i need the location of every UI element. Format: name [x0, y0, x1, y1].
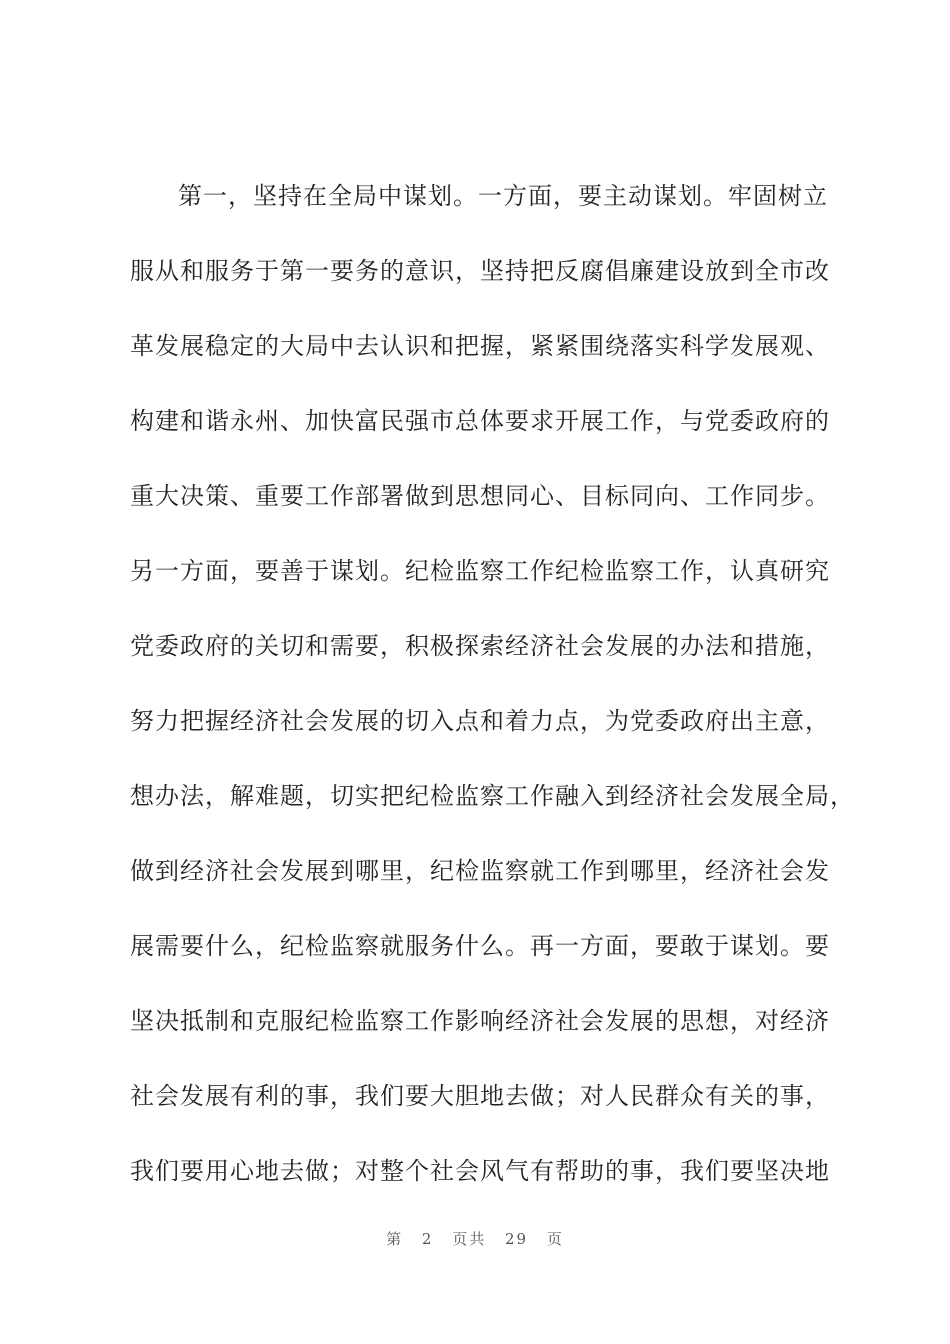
text-line: 做到经济社会发展到哪里，纪检监察就工作到哪里，经济社会发 [130, 857, 830, 885]
text-line: 另一方面，要善于谋划。纪检监察工作纪检监察工作，认真研究 [130, 557, 830, 585]
body-paragraph [130, 176, 855, 1226]
footer-page-middle: 页共 [452, 1230, 487, 1248]
text-line: 构建和谐永州、加快富民强市总体要求开展工作，与党委政府的 [130, 407, 830, 435]
text-line: 展需要什么，纪检监察就服务什么。再一方面，要敢于谋划。要 [130, 932, 830, 960]
text-line: 坚决抵制和克服纪检监察工作影响经济社会发展的思想，对经济 [130, 1007, 830, 1035]
text-line: 党委政府的关切和需要，积极探索经济社会发展的办法和措施， [130, 632, 830, 660]
text-line: 第一，坚持在全局中谋划。一方面，要主动谋划。牢固树立 [178, 182, 828, 210]
footer-page-number: 2 [421, 1230, 434, 1248]
text-line: 服从和服务于第一要务的意识，坚持把反腐倡廉建设放到全市改 [130, 257, 830, 285]
footer-page-total: 29 [505, 1230, 529, 1248]
text-line: 想办法，解难题，切实把纪检监察工作融入到经济社会发展全局， [130, 782, 855, 810]
text-line: 革发展稳定的大局中去认识和把握，紧紧围绕落实科学发展观、 [130, 332, 830, 360]
page-footer [0, 1228, 950, 1249]
text-line: 努力把握经济社会发展的切入点和着力点，为党委政府出主意， [130, 707, 830, 735]
text-line: 重大决策、重要工作部署做到思想同心、目标同向、工作同步。 [130, 482, 830, 510]
text-line: 社会发展有利的事，我们要大胆地去做；对人民群众有关的事， [130, 1082, 830, 1110]
text-line: 我们要用心地去做；对整个社会风气有帮助的事，我们要坚决地 [130, 1157, 830, 1185]
footer-page-suffix: 页 [546, 1230, 564, 1248]
footer-page-prefix: 第 [386, 1230, 404, 1248]
